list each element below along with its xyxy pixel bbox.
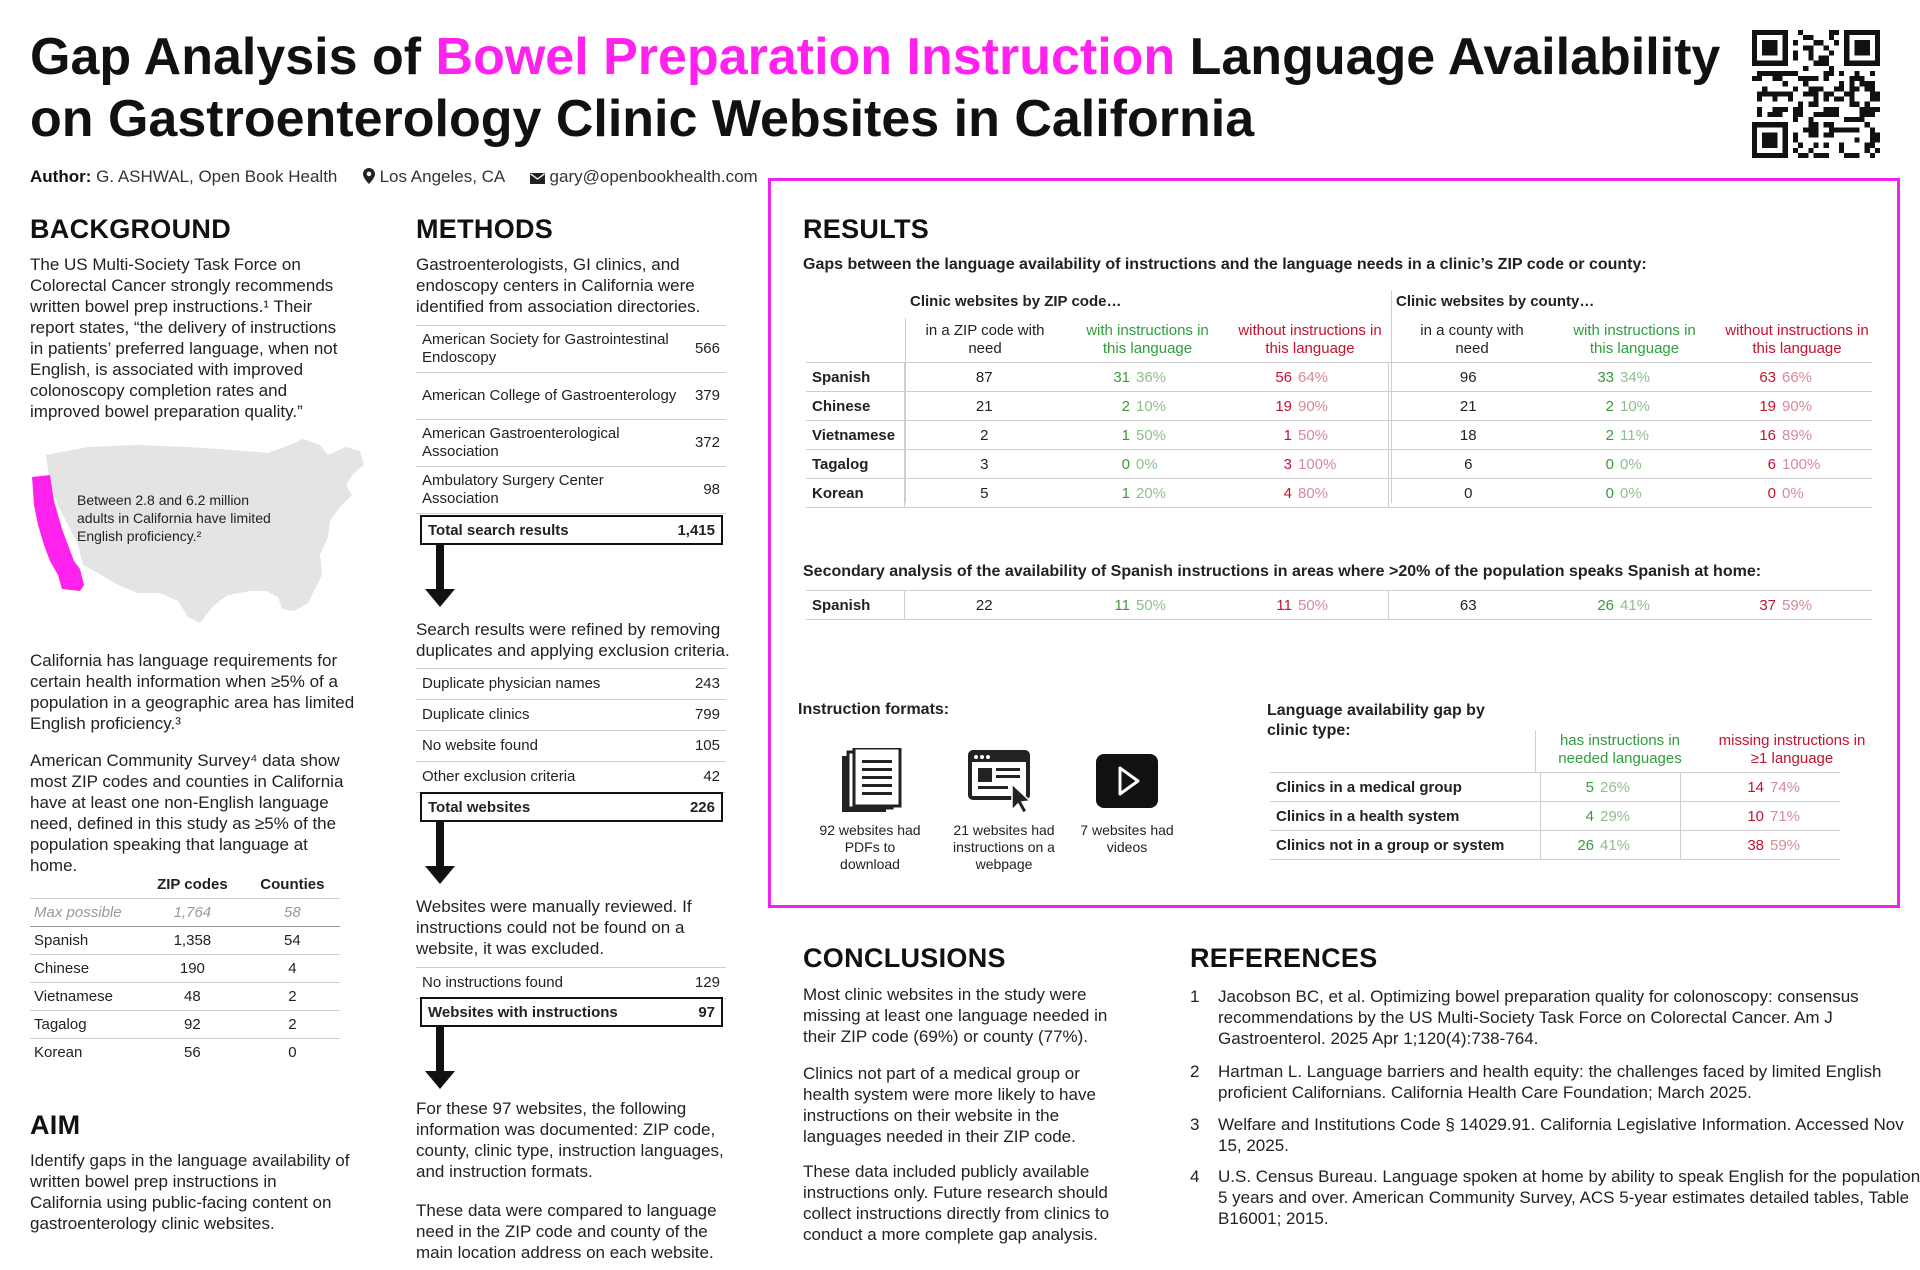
zip-with-percent: 20%	[1136, 479, 1226, 508]
county-without-count: 16	[1710, 421, 1782, 450]
total-search-results-label: Total search results	[428, 521, 569, 539]
county-with-count: 0	[1548, 479, 1620, 508]
exclusion-value: 799	[676, 700, 726, 731]
source-name: Ambulatory Surgery Center Association	[416, 467, 689, 514]
clinic-type-label: Clinics not in a group or system	[1270, 831, 1540, 860]
source-value: 379	[689, 373, 726, 420]
zip-without-percent: 100%	[1298, 450, 1388, 479]
zip-with-count: 1	[1064, 479, 1136, 508]
table-row	[416, 420, 726, 467]
table-row	[416, 968, 726, 999]
zip-without-percent: 50%	[1298, 591, 1388, 620]
table-row	[30, 954, 340, 982]
zip-without-count: 56	[1226, 363, 1298, 392]
format-pdf-label: 92 websites had PDFs to download	[819, 822, 921, 872]
secondary-analysis-table	[806, 590, 1872, 620]
background-heading: BACKGROUND	[30, 214, 231, 244]
table-row	[30, 1038, 340, 1066]
county-need-count: 6	[1388, 450, 1548, 479]
table-row	[1270, 831, 1840, 860]
reference-item	[1190, 986, 1920, 1046]
zip-need-count: 5	[904, 479, 1064, 508]
county-without-percent: 59%	[1782, 591, 1872, 620]
reference-number: 4	[1190, 1167, 1200, 1186]
zip-value: 48	[140, 982, 245, 1010]
results-heading: RESULTS	[803, 214, 930, 244]
flow-arrow-down-icon	[425, 822, 455, 884]
clinic-col-missing: missing instructions in ≥1 language	[1718, 732, 1866, 767]
county-without-percent: 0%	[1782, 479, 1872, 508]
county-without-percent: 100%	[1782, 450, 1872, 479]
methods-intro: Gastroenterologists, GI clinics, and endoscopy centers in California were identified from association directories.	[416, 255, 701, 316]
source-name: American Gastroenterological Association	[416, 420, 689, 467]
county-without-count: 37	[1710, 591, 1782, 620]
has-percent: 26%	[1600, 773, 1680, 802]
language-label: Tagalog	[806, 450, 904, 479]
col-county-need: in a county with need	[1420, 322, 1524, 357]
zip-codes-header: ZIP codes	[157, 876, 228, 894]
zip-need-count: 87	[904, 363, 1064, 392]
background-paragraph-2: California has language requirements for certain health information when ≥5% of a population in a geographic area has limited English proficiency.³	[30, 651, 355, 733]
table-row	[416, 700, 726, 731]
language-label: Spanish	[806, 363, 904, 392]
title-part1: Gap Analysis of	[30, 28, 436, 86]
county-with-percent: 0%	[1620, 479, 1710, 508]
language-label: Spanish	[806, 591, 904, 620]
county-need-count: 0	[1388, 479, 1548, 508]
county-without-count: 6	[1710, 450, 1782, 479]
reference-text: Welfare and Institutions Code § 14029.91. California Legislative Information. Accessed Nov 15, 2025.	[1218, 1115, 1904, 1155]
exclusion-value: 129	[666, 968, 726, 999]
language-label: Korean	[806, 479, 904, 508]
table-row	[1270, 802, 1840, 831]
email-icon	[530, 173, 545, 184]
zip-without-count: 11	[1226, 591, 1298, 620]
missing-percent: 74%	[1770, 773, 1840, 802]
zip-with-count: 31	[1064, 363, 1136, 392]
zip-county-need-table	[30, 872, 340, 1066]
county-with-count: 33	[1548, 363, 1620, 392]
table-row	[806, 479, 1872, 508]
language-label: Vietnamese	[806, 421, 904, 450]
county-need-count: 63	[1388, 591, 1548, 620]
county-value: 54	[245, 926, 340, 954]
county-value: 2	[245, 982, 340, 1010]
source-name: American Society for Gastrointestinal Endoscopy	[416, 326, 689, 373]
methods-step4: For these 97 websites, the following information was documented: ZIP code, county, clinic type, instruction languages, and instruction formats.	[416, 1099, 724, 1181]
formats-title: Instruction formats:	[798, 701, 950, 718]
col-zip-need: in a ZIP code with need	[925, 322, 1045, 357]
col-zip-with: with instructions in this language	[1086, 322, 1209, 357]
has-count: 5	[1540, 773, 1600, 802]
author-email[interactable]: gary@openbookhealth.com	[549, 167, 758, 186]
methods-heading: METHODS	[416, 214, 554, 244]
has-percent: 29%	[1600, 802, 1680, 831]
zip-value: 92	[140, 1010, 245, 1038]
county-with-percent: 0%	[1620, 450, 1710, 479]
reference-number: 2	[1190, 1062, 1200, 1081]
title-highlight: Bowel Preparation Instruction	[435, 28, 1176, 86]
zip-without-percent: 90%	[1298, 392, 1388, 421]
county-without-percent: 89%	[1782, 421, 1872, 450]
missing-percent: 59%	[1770, 831, 1840, 860]
zip-without-count: 4	[1226, 479, 1298, 508]
county-with-percent: 10%	[1620, 392, 1710, 421]
zip-value: 1,358	[140, 926, 245, 954]
gaps-table	[806, 362, 1872, 508]
conclusions-paragraph-2: Clinics not part of a medical group or health system were more likely to have instructions on their website in the languages needed in their ZIP code.	[803, 1064, 1096, 1146]
aim-heading: AIM	[30, 1110, 81, 1140]
row-label: Korean	[30, 1038, 140, 1066]
methods-step2: Search results were refined by removing duplicates and applying exclusion criteria.	[416, 620, 730, 660]
zip-without-count: 3	[1226, 450, 1298, 479]
directory-sources-table	[416, 325, 726, 514]
conclusions-paragraph-1: Most clinic websites in the study were missing at least one language needed in their ZIP code (69%) or county (77%).	[803, 985, 1108, 1046]
author-location: Los Angeles, CA	[379, 167, 505, 186]
author-name: G. ASHWAL, Open Book Health	[96, 167, 338, 186]
pdf-documents-icon	[840, 748, 902, 816]
language-label: Chinese	[806, 392, 904, 421]
flow-arrow-down-icon	[425, 1027, 455, 1089]
websites-with-instructions-value: 97	[698, 1003, 715, 1021]
zip-need-count: 22	[904, 591, 1064, 620]
table-row	[30, 926, 340, 954]
table-row	[416, 467, 726, 514]
table-row	[806, 421, 1872, 450]
background-paragraph-1: The US Multi-Society Task Force on Colorectal Cancer strongly recommends written bowel prep instructions.¹ Their report states, “the delivery of instructions in patients’ preferred language, when not English, is associated with improved colonoscopy completion rates and improved bowel preparation quality.”	[30, 255, 338, 421]
webpage-icon	[968, 750, 1034, 814]
reference-item	[1190, 1166, 1920, 1228]
table-row	[30, 898, 340, 926]
methods-step3: Websites were manually reviewed. If instructions could not be found on a website, it was excluded.	[416, 897, 692, 958]
zip-value: 56	[140, 1038, 245, 1066]
row-label: Vietnamese	[30, 982, 140, 1010]
reference-text: U.S. Census Bureau. Language spoken at home by ability to speak English for the population 5 years and over. American Community Survey, ACS 5-year estimates detailed tables, Table B16001; 2015.	[1218, 1167, 1920, 1228]
county-with-percent: 11%	[1620, 421, 1710, 450]
col-county-without: without instructions in this language	[1725, 322, 1869, 357]
county-need-count: 18	[1388, 421, 1548, 450]
table-row	[416, 731, 726, 762]
reference-number: 3	[1190, 1115, 1200, 1134]
missing-count: 38	[1680, 831, 1770, 860]
total-websites-value: 226	[689, 798, 715, 816]
table-row	[806, 450, 1872, 479]
conclusions-heading: CONCLUSIONS	[803, 943, 1006, 973]
secondary-analysis-title: Secondary analysis of the availability of Spanish instructions in areas where >20% of the population speaks Spanish at home:	[803, 563, 1762, 580]
zip-county-header-empty	[30, 872, 140, 898]
county-value: 2	[245, 1010, 340, 1038]
gaps-table-title: Gaps between the language availability of instructions and the language needs in a clinic’s ZIP code or county:	[803, 256, 1647, 273]
clinic-col-has: has instructions in needed languages	[1558, 732, 1682, 767]
flow-arrow-down-icon	[425, 545, 455, 607]
exclusion-name: No instructions found	[416, 968, 666, 999]
qr-code[interactable]	[1752, 30, 1880, 158]
has-count: 4	[1540, 802, 1600, 831]
exclusion-name: Other exclusion criteria	[416, 762, 676, 793]
total-websites-label: Total websites	[428, 798, 531, 816]
source-value: 98	[689, 467, 726, 514]
format-video-label: 7 websites had videos	[1080, 822, 1174, 855]
zip-with-percent: 50%	[1136, 421, 1226, 450]
row-label: Max possible	[30, 898, 140, 926]
zip-without-count: 1	[1226, 421, 1298, 450]
county-without-count: 0	[1710, 479, 1782, 508]
source-value: 566	[689, 326, 726, 373]
row-label: Chinese	[30, 954, 140, 982]
author-label: Author:	[30, 167, 92, 186]
county-with-count: 2	[1548, 392, 1620, 421]
county-without-count: 19	[1710, 392, 1782, 421]
table-row	[30, 982, 340, 1010]
table-row	[416, 762, 726, 793]
county-with-count: 2	[1548, 421, 1620, 450]
county-without-percent: 66%	[1782, 363, 1872, 392]
source-value: 372	[689, 420, 726, 467]
table-row	[416, 669, 726, 700]
zip-with-percent: 50%	[1136, 591, 1226, 620]
county-with-count: 26	[1548, 591, 1620, 620]
county-need-count: 96	[1388, 363, 1548, 392]
exclusion-value: 105	[676, 731, 726, 762]
exclusion-name: Duplicate clinics	[416, 700, 676, 731]
county-value: 0	[245, 1038, 340, 1066]
zip-with-count: 0	[1064, 450, 1136, 479]
exclusion-value: 42	[676, 762, 726, 793]
conclusions-paragraph-3: These data included publicly available instructions only. Future research should collect instructions directly from clinics to conduct a more complete gap analysis.	[803, 1162, 1110, 1244]
clinic-type-table	[1270, 772, 1840, 860]
county-with-percent: 34%	[1620, 363, 1710, 392]
county-group-header: Clinic websites by county…	[1396, 293, 1595, 310]
author-line	[30, 167, 758, 187]
exclusion-name: No website found	[416, 731, 676, 762]
zip-without-percent: 50%	[1298, 421, 1388, 450]
missing-percent: 71%	[1770, 802, 1840, 831]
table-row	[30, 1010, 340, 1038]
aim-text: Identify gaps in the language availability of written bowel prep instructions in California using public-facing content on gastroenterology clinic websites.	[30, 1151, 350, 1233]
zip-value: 1,764	[140, 898, 245, 926]
zip-need-count: 3	[904, 450, 1064, 479]
clinic-type-label: Clinics in a medical group	[1270, 773, 1540, 802]
counties-header: Counties	[260, 876, 325, 894]
zip-value: 190	[140, 954, 245, 982]
table-row	[1270, 773, 1840, 802]
exclusion-name: Duplicate physician names	[416, 669, 676, 700]
location-pin-icon	[363, 168, 375, 184]
background-paragraph-3: American Community Survey⁴ data show most ZIP codes and counties in California have at least one non-English language need, defined in this study as ≥5% of the population speaking that language at home.	[30, 751, 344, 875]
title-part2: Language Availability	[1175, 28, 1721, 86]
county-with-percent: 41%	[1620, 591, 1710, 620]
zip-with-count: 1	[1064, 421, 1136, 450]
poster-title	[30, 26, 1730, 150]
table-row	[416, 373, 726, 420]
methods-step5: These data were compared to language need in the ZIP code and county of the main location address on each website.	[416, 1201, 717, 1262]
references-heading: REFERENCES	[1190, 943, 1378, 973]
county-with-count: 0	[1548, 450, 1620, 479]
table-row	[416, 326, 726, 373]
zip-group-header: Clinic websites by ZIP code…	[910, 293, 1122, 310]
col-zip-without: without instructions in this language	[1238, 322, 1382, 357]
county-value: 58	[245, 898, 340, 926]
reference-item	[1190, 1114, 1920, 1156]
zip-with-percent: 36%	[1136, 363, 1226, 392]
reference-item	[1190, 1061, 1920, 1103]
total-websites-box	[420, 792, 723, 822]
reference-text: Hartman L. Language barriers and health equity: the challenges faced by limited English proficient Californians. California Health Care Foundation; March 2025.	[1218, 1062, 1882, 1102]
row-label: Tagalog	[30, 1010, 140, 1038]
has-percent: 41%	[1600, 831, 1680, 860]
reference-text: Jacobson BC, et al. Optimizing bowel preparation quality for colonoscopy: consensus recommendations by the US Multi-Society Task Force on Colorectal Cancer. Am J Gastroenterol. 2025 Apr 1;120(4):738-764.	[1218, 987, 1859, 1048]
clinic-type-label: Clinics in a health system	[1270, 802, 1540, 831]
has-count: 26	[1540, 831, 1600, 860]
missing-count: 10	[1680, 802, 1770, 831]
map-caption: Between 2.8 and 6.2 million adults in California have limited English proficiency.²	[77, 492, 271, 544]
zip-without-count: 19	[1226, 392, 1298, 421]
zip-need-count: 2	[904, 421, 1064, 450]
clinic-type-title: Language availability gap by clinic type:	[1267, 702, 1485, 739]
county-need-count: 21	[1388, 392, 1548, 421]
zip-need-count: 21	[904, 392, 1064, 421]
zip-with-percent: 0%	[1136, 450, 1226, 479]
total-search-results-value: 1,415	[677, 521, 715, 539]
col-county-with: with instructions in this language	[1573, 322, 1696, 357]
websites-with-instructions-box	[420, 997, 723, 1027]
exclusions-table	[416, 668, 726, 793]
table-row	[806, 363, 1872, 392]
zip-without-percent: 80%	[1298, 479, 1388, 508]
title-line2: on Gastroenterology Clinic Websites in California	[30, 90, 1255, 148]
missing-count: 14	[1680, 773, 1770, 802]
source-name: American College of Gastroenterology	[416, 373, 689, 420]
video-play-icon	[1096, 754, 1158, 808]
websites-with-instructions-label: Websites with instructions	[428, 1003, 618, 1021]
county-value: 4	[245, 954, 340, 982]
row-label: Spanish	[30, 926, 140, 954]
reference-number: 1	[1190, 987, 1200, 1006]
zip-with-percent: 10%	[1136, 392, 1226, 421]
table-row	[806, 591, 1872, 620]
format-webpage-label: 21 websites had instructions on a webpage	[953, 822, 1055, 872]
county-without-percent: 90%	[1782, 392, 1872, 421]
zip-with-count: 11	[1064, 591, 1136, 620]
no-instructions-table	[416, 967, 726, 999]
county-without-count: 63	[1710, 363, 1782, 392]
exclusion-value: 243	[676, 669, 726, 700]
zip-without-percent: 64%	[1298, 363, 1388, 392]
zip-with-count: 2	[1064, 392, 1136, 421]
clinic-col-divider	[1535, 730, 1536, 772]
table-row	[806, 392, 1872, 421]
total-search-results-box	[420, 515, 723, 545]
